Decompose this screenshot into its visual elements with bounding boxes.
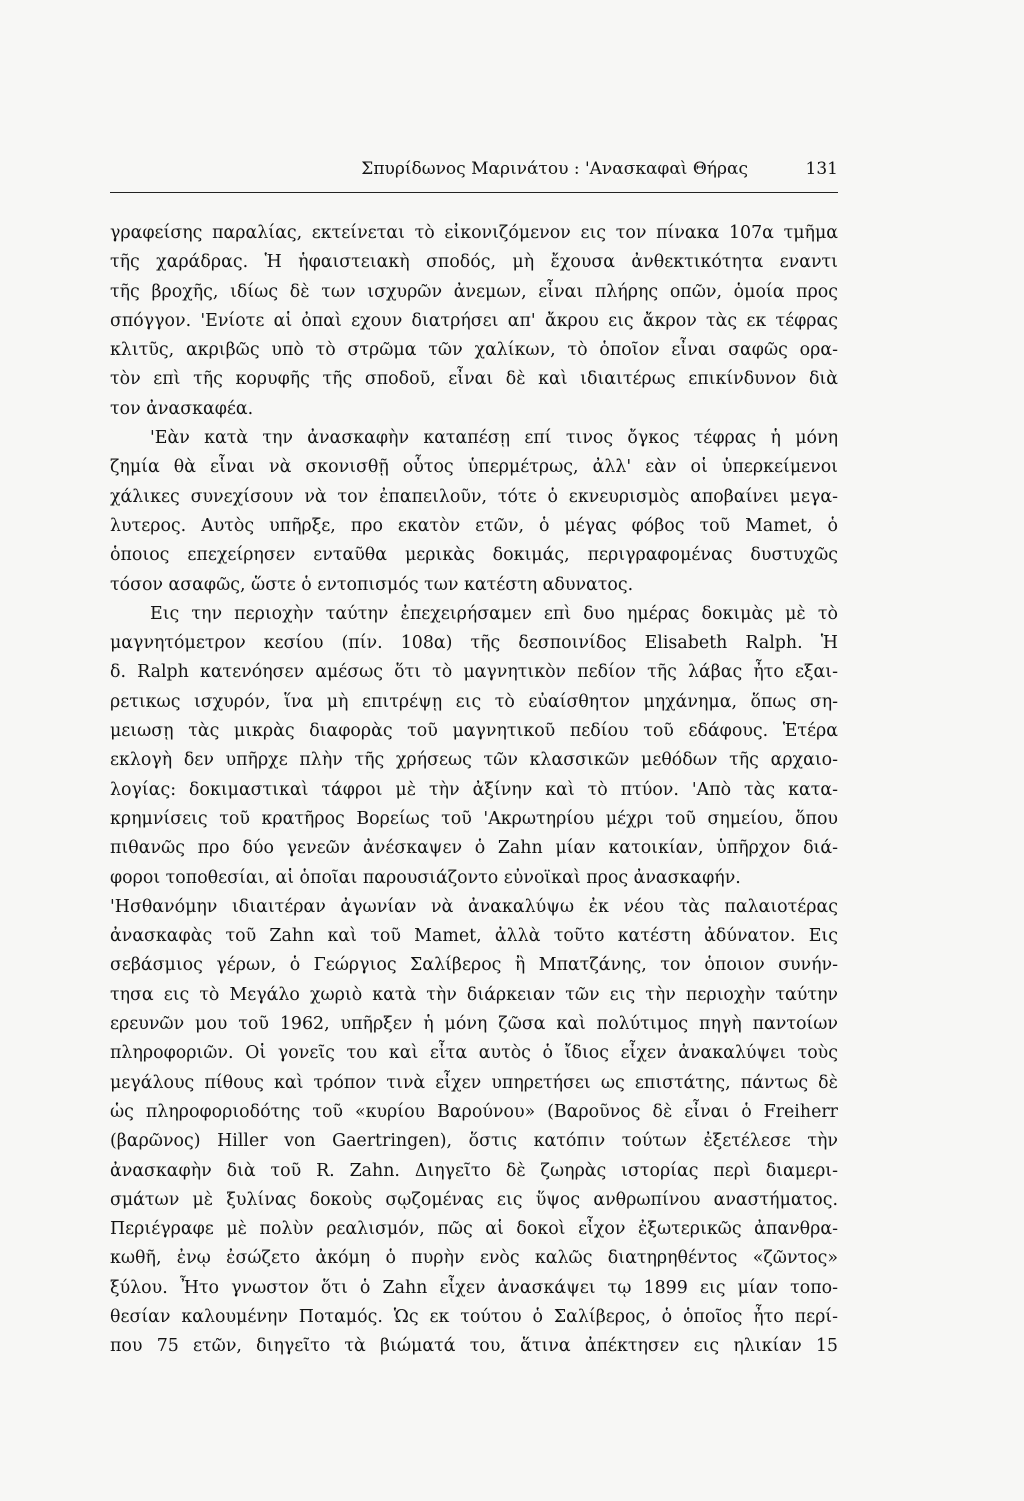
text-line: κρημνίσεις τοῦ κρατῆρος Βορείως τοῦ 'Ακρωτηρίου μέχρι τοῦ σημείου, ὅπου [110, 808, 838, 829]
text-line: ὁποιος επεχείρησεν ενταῦθα μερικὰς δοκιμάς, περιγραφομένας δυστυχῶς [110, 545, 838, 566]
text-line: μεγάλους πίθους καὶ τρόπον τινὰ εἶχεν υπηρετήσει ως επιστάτης, πάντως δὲ [110, 1072, 838, 1093]
text-line: ζημία θὰ εἶναι νὰ σκονισθῇ οὗτος ὑπερμέτρως, ἀλλ' εὰν οἱ ὑπερκείμενοι [110, 457, 838, 478]
text-line: πληροφοριῶν. Οἱ γονεῖς του καὶ εἶτα αυτὸς ὁ ἴδιος εἶχεν ἀνακαλύψει τοὺς [110, 1043, 838, 1064]
text-line: τον ἀνασκαφέα. [110, 398, 254, 419]
text-line: γραφείσης παραλίας, εκτείνεται τὸ εἰκονιζόμενον εις τον πίνακα 107α τμῆμα [110, 223, 838, 243]
text-line: σεβάσμιος γέρων, ὁ Γεώργιος Σαλίβερος ἢ Μπατζάνης, τον ὁποιον συνήν- [110, 955, 838, 976]
text-line: εκλογὴ δεν υπῆρχε πλὴν τῆς χρήσεως τῶν κλασσικῶν μεθόδων τῆς αρχαιο- [110, 750, 838, 771]
text-line: τῆς χαράδρας. Ἡ ἡφαιστειακὴ σποδός, μὴ ἔχουσα ἀνθεκτικότητα εναντι [110, 252, 838, 273]
text-line: λογίας: δοκιμαστικαὶ τάφροι μὲ τὴν ἀξίνην καὶ τὸ πτύον. 'Απὸ τὰς κατα- [110, 779, 838, 800]
text-line: μειωσῃ τὰς μικρὰς διαφορὰς τοῦ μαγνητικοῦ πεδίου τοῦ εδάφους. Ἑτέρα [110, 721, 838, 742]
text-line: (βαρῶνος) Hiller von Gaertringen), ὅστις κατόπιν τούτων ἐξετέλεσε τὴν [110, 1131, 838, 1152]
text-line: σπόγγον. 'Ενίοτε αἱ ὀπαὶ εχουν διατρήσει απ' ἄκρου εις ἄκρον τὰς εκ τέφρας [110, 310, 838, 331]
text-line: μαγνητόμετρον κεσίου (πίν. 108α) τῆς δεσποινίδος Elisabeth Ralph. Ἡ [110, 633, 838, 654]
body-text [110, 219, 838, 1362]
text-line: ὡς πληροφοριοδότης τοῦ «κυρίου Βαρούνου» (Βαροῦνος δὲ εἶναι ὁ Freiherr [110, 1101, 838, 1122]
text-line: ρετικως ισχυρόν, ἵνα μὴ επιτρέψῃ εις τὸ εὐαίσθητον μηχάνημα, ὅπως ση- [110, 691, 838, 712]
text-line: φοροι τοποθεσίαι, αἱ ὁποῖαι παρουσιάζοντο εὐνοϊκαὶ προς ἀνασκαφήν. [110, 867, 741, 888]
text-line: ξύλου. Ἦτο γνωστον ὅτι ὁ Zahn εἶχεν ἀνασκάψει τῳ 1899 εις μίαν τοπο- [110, 1277, 838, 1298]
text-line: ερευνῶν μου τοῦ 1962, υπῆρξεν ἡ μόνη ζῶσα καὶ πολύτιμος πηγὴ παντοίων [110, 1014, 838, 1035]
text-line: τῆς βροχῆς, ιδίως δὲ των ισχυρῶν ἀνεμων, εἶναι πλήρης οπῶν, ὁμοία προς [110, 281, 838, 302]
text-line: σμάτων μὲ ξυλίνας δοκοὺς σῳζομένας εις ὕψος ανθρωπίνου αναστήματος. [110, 1189, 838, 1210]
text-line: που 75 ετῶν, διηγεῖτο τὰ βιώματά του, ἅτινα ἀπέκτησεν εις ηλικίαν 15 [110, 1336, 838, 1357]
text-line: θεσίαν καλουμένην Ποταμός. Ὡς εκ τούτου ὁ Σαλίβερος, ὁ ὁποῖος ἦτο περί- [110, 1306, 838, 1327]
text-line: 'Ησθανόμην ιδιαιτέραν ἀγωνίαν νὰ ἀνακαλύψω ἐκ νέου τὰς παλαιοτέρας [110, 896, 838, 917]
text-line: κλιτῦς, ακριβῶς υπὸ τὸ στρῶμα τῶν χαλίκων, τὸ ὁποῖον εἶναι σαφῶς ορα- [110, 340, 838, 361]
text-line: τησα εις τὸ Μεγάλο χωριὸ κατὰ τὴν διάρκειαν τῶν εις τὴν περιοχὴν ταύτην [110, 984, 838, 1005]
text-line: λυτερος. Αυτὸς υπῆρξε, προ εκατὸν ετῶν, ὁ μέγας φόβος τοῦ Mamet, ὁ [110, 515, 838, 536]
page-number: 131 [805, 159, 838, 179]
text-line: τόσον ασαφῶς, ὥστε ὁ εντοπισμός των κατέστη αδυνατος. [110, 574, 634, 595]
text-line: Εις την περιοχὴν ταύτην ἐπεχειρήσαμεν επὶ δυο ημέρας δοκιμὰς μὲ τὸ [150, 603, 838, 624]
text-line: ἀνασκαφὰς τοῦ Zahn καὶ τοῦ Mamet, ἀλλὰ τοῦτο κατέστη ἀδύνατον. Εις [110, 926, 838, 947]
text-line: ἀνασκαφὴν διὰ τοῦ R. Zahn. Διηγεῖτο δὲ ζωηρὰς ιστορίας περὶ διαμερι- [110, 1160, 838, 1181]
text-line: κωθῆ, ἐνῳ ἐσώζετο ἀκόμη ὁ πυρὴν ενὸς καλῶς διατηρηθέντος «ζῶντος» [110, 1248, 838, 1269]
text-line: 'Εὰν κατὰ την ἀνασκαφὴν καταπέσῃ επί τινος ὄγκος τέφρας ἡ μόνη [150, 428, 838, 449]
text-line: πιθανῶς προ δύο γενεῶν ἀνέσκαψεν ὁ Zahn μίαν κατοικίαν, ὑπῆρχον διά- [110, 838, 838, 859]
header-rule [110, 192, 838, 193]
text-line: τὸν επὶ τῆς κορυφῆς τῆς σποδοῦ, εἶναι δὲ καὶ ιδιαιτέρως επικίνδυνον διὰ [110, 369, 838, 390]
running-header [110, 159, 838, 193]
running-header-title: Σπυρίδωνος Μαρινάτου : 'Ανασκαφαὶ Θήρας [361, 159, 748, 179]
text-line: δ. Ralph κατενόησεν αμέσως ὅτι τὸ μαγνητικὸν πεδίον τῆς λάβας ἦτο εξαι- [110, 662, 838, 683]
text-line: Περιέγραφε μὲ πολὺν ρεαλισμόν, πῶς αἱ δοκοὶ εἶχον ἐξωτερικῶς ἀπανθρα- [110, 1219, 838, 1240]
text-line: χάλικες συνεχίσουν νὰ τον ἐπαπειλοῦν, τότε ὁ εκνευρισμὸς αποβαίνει μεγα- [110, 486, 838, 507]
